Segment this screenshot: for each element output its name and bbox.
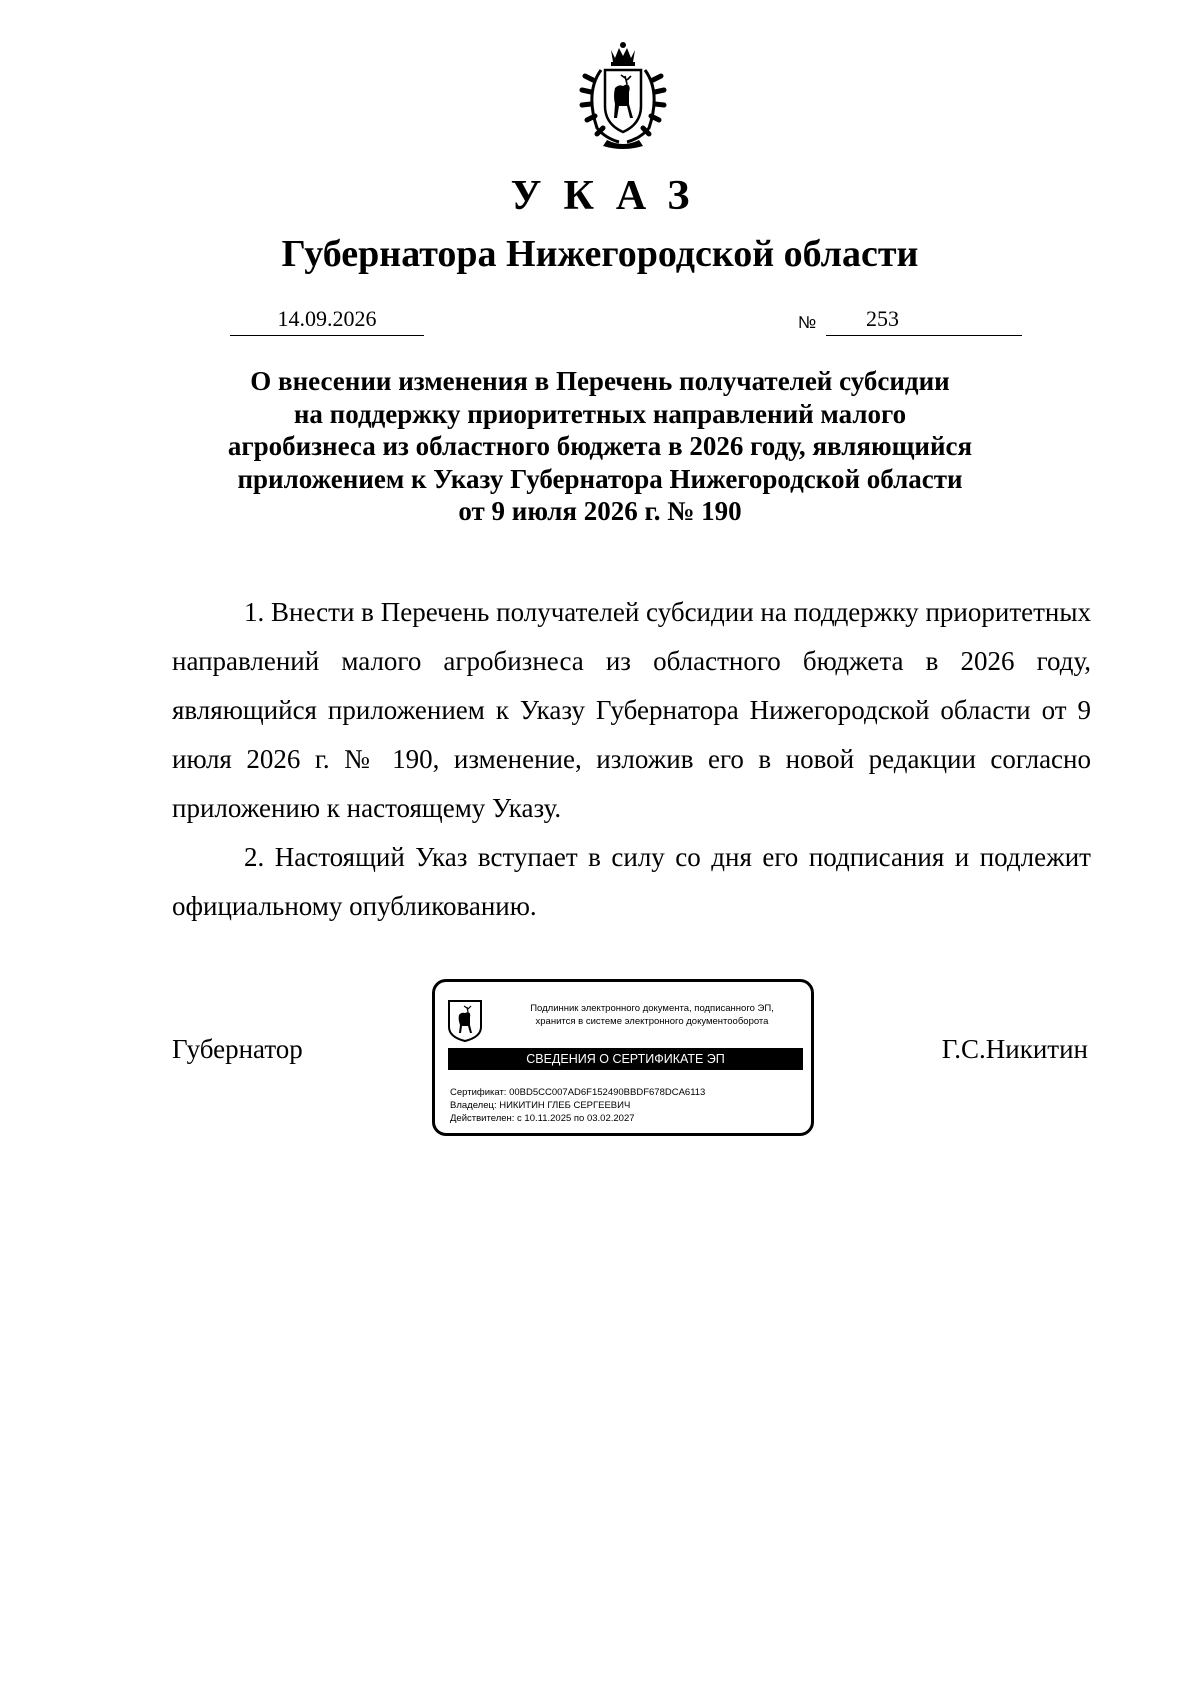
coat-of-arms-icon [571,40,675,150]
document-number-field [826,305,1022,336]
heading-line: агробизнеса из областного бюджета в 2026 году, являющийся [227,431,973,461]
stamp-notice-line: Подлинник электронного документа, подписанного ЭП, [530,1003,774,1014]
certificate-id: Сертификат: 00BD5CC007AD6F152490BBDF678DCA6113 [450,1087,706,1098]
e-signature-stamp [432,979,814,1136]
heading-line: от 9 июля 2026 г. № 190 [458,496,742,526]
document-number: 253 [866,306,899,331]
issuer-title: Губернатора Нижегородской области [281,233,919,275]
number-sign: № [798,313,817,332]
stamp-notice [493,1002,811,1028]
deer-shield-icon [447,999,483,1043]
heading-line: приложением к Указу Губернатора Нижегородской области [237,463,963,494]
document-heading [180,365,1020,528]
certificate-owner: Владелец: НИКИТИН ГЛЕБ СЕРГЕЕВИЧ [450,1100,631,1111]
paragraph-1: 1. Внести в Перечень получателей субсидии на поддержку приоритетных направлений малого агробизнеса из областного бюджета в 2026 году, являющийся приложением к Указу Губернатора Нижегородской области от 9 июля 2026 г. № 190, изменение, изложив его в новой редакции согласно приложению к настоящему Указу. [172,597,1091,823]
document-type-title: УКАЗ [510,173,712,219]
heading-line: на поддержку приоритетных направлений малого [293,398,907,429]
stamp-notice-line: хранится в системе электронного документооборота [535,1016,769,1027]
signer-name: Г.С.Никитин [941,1034,1088,1064]
certificate-validity: Действителен: с 10.11.2025 по 03.02.2027 [450,1113,635,1124]
signer-role: Губернатор [172,1034,303,1064]
document-date: 14.09.2026 [230,305,424,336]
certificate-details [450,1086,705,1125]
stamp-header-bar: СВЕДЕНИЯ О СЕРТИФИКАТЕ ЭП [448,1048,803,1070]
heading-line: О внесении изменения в Перечень получателей субсидии [250,366,950,396]
document-body [172,588,1091,931]
paragraph-2: 2. Настоящий Указ вступает в силу со дня его подписания и подлежит официальному опубликованию. [172,842,1091,921]
